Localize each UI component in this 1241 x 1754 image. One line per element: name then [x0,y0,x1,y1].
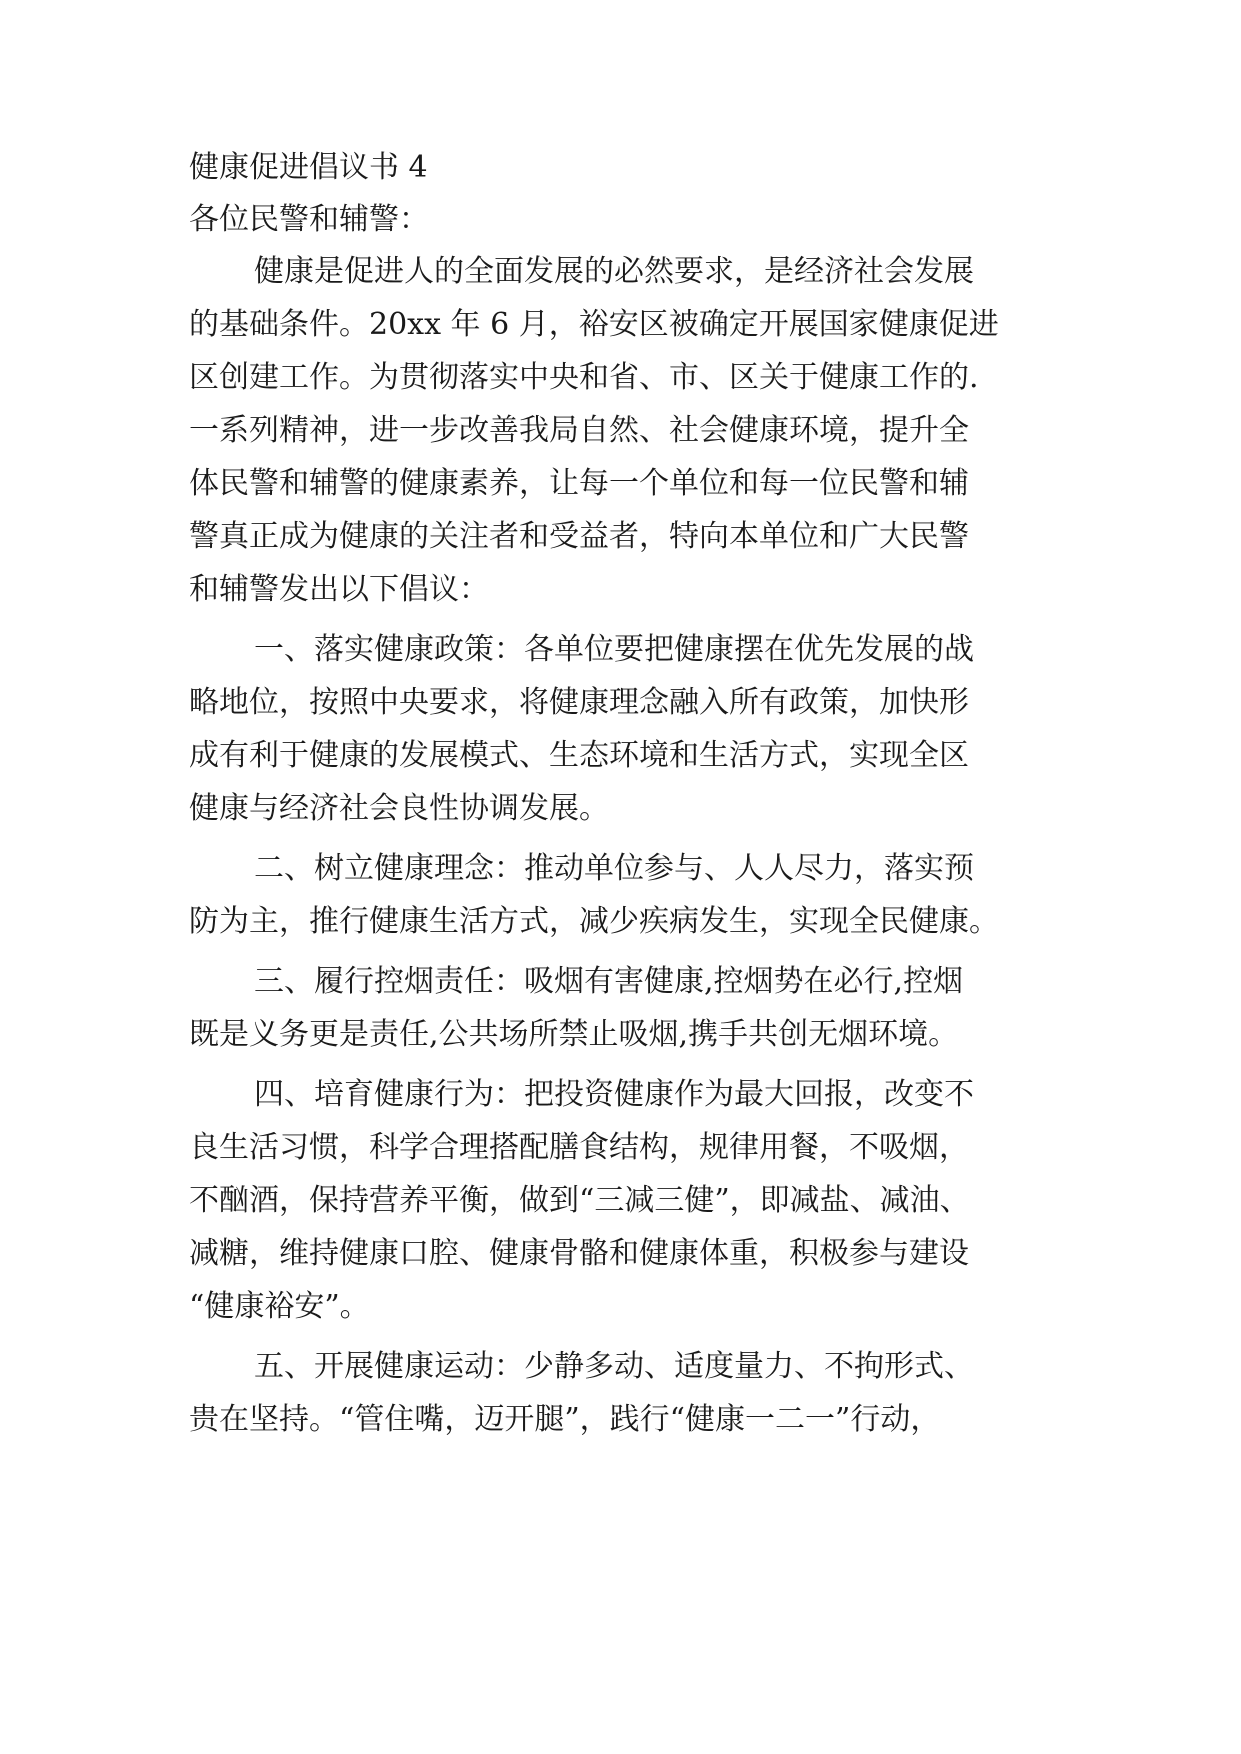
paragraph-line: 三、履行控烟责任：吸烟有害健康,控烟势在必行,控烟 [254,964,964,999]
paragraph-line: 体民警和辅警的健康素养，让每一个单位和每一位民警和辅 [189,466,969,501]
paragraph-line: 和辅警发出以下倡议： [189,572,489,607]
paragraph-line: 的基础条件。20xx 年 6 月，裕安区被确定开展国家健康促进 [189,307,999,342]
paragraph-line: 四、培育健康行为：把投资健康作为最大回报，改变不 [254,1077,974,1112]
paragraph-line: 健康与经济社会良性协调发展。 [189,791,609,826]
paragraph-line: 既是义务更是责任,公共场所禁止吸烟,携手共创无烟环境。 [189,1017,959,1052]
paragraph-line: 一、落实健康政策：各单位要把健康摆在优先发展的战 [254,632,974,667]
paragraph-line: 防为主，推行健康生活方式，减少疾病发生，实现全民健康。 [189,904,999,939]
paragraph-line: 成有利于健康的发展模式、生态环境和生活方式，实现全区 [189,738,969,773]
paragraph-line: 良生活习惯，科学合理搭配膳食结构，规律用餐，不吸烟， [189,1130,969,1165]
paragraph-line: 警真正成为健康的关注者和受益者，特向本单位和广大民警 [189,519,969,554]
paragraph-line: 一系列精神，进一步改善我局自然、社会健康环境，提升全 [189,413,969,448]
paragraph-line: 五、开展健康运动：少静多动、适度量力、不拘形式、 [254,1349,974,1384]
paragraph-line: 略地位，按照中央要求，将健康理念融入所有政策，加快形 [189,685,969,720]
paragraph-line: 不酗酒，保持营养平衡，做到“三减三健”，即减盐、减油、 [189,1183,970,1218]
paragraph-line: 二、树立健康理念：推动单位参与、人人尽力，落实预 [254,851,974,886]
paragraph-line: 健康是促进人的全面发展的必然要求，是经济社会发展 [254,254,974,289]
paragraph-line: 减糖，维持健康口腔、健康骨骼和健康体重，积极参与建设 [189,1236,969,1271]
paragraph-line: 贵在坚持。“管住嘴，迈开腿”，践行“健康一二一”行动， [189,1402,941,1437]
salutation: 各位民警和辅警： [189,202,429,237]
paragraph-line: 区创建工作。为贯彻落实中央和省、市、区关于健康工作的. [189,360,979,395]
paragraph-line: “健康裕安”。 [189,1289,370,1324]
document-title: 健康促进倡议书 4 [189,150,428,185]
